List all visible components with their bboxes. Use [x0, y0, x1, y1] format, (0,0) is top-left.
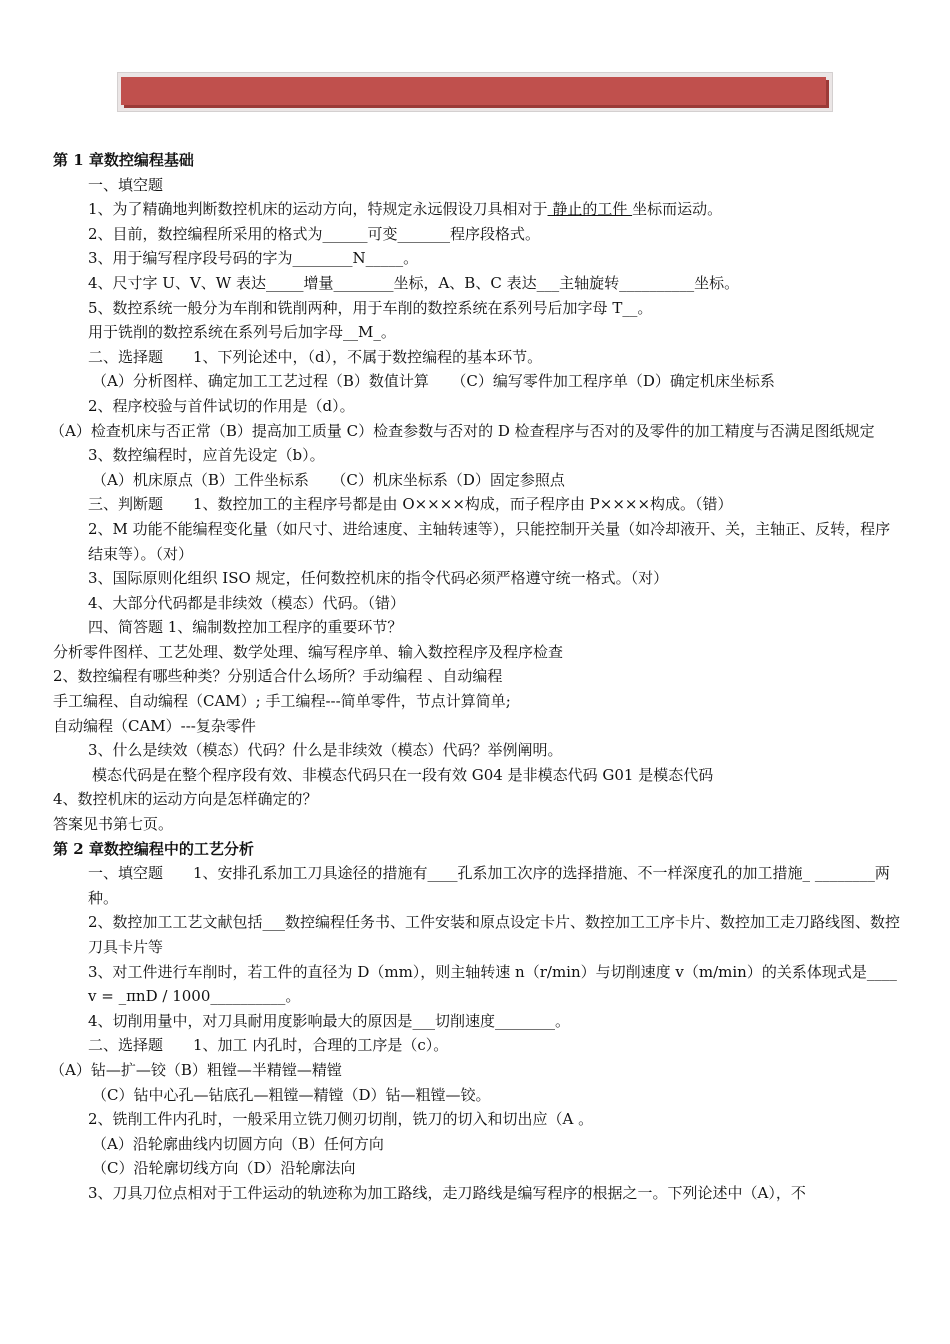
text-line: 2、程序校验与首件试切的作用是（d）。 — [88, 396, 355, 415]
text-line: 2、M 功能不能编程变化量（如尺寸、进给速度、主轴转速等），只能控制开关量（如冷却液开、关，主轴正、反转，程序结束等）。（对） — [88, 519, 891, 563]
text-line: 4、尺寸字 U、V、W 表达_____增量________坐标，A、B、C 表达___主轴旋转__________坐标。 — [88, 273, 740, 292]
header-banner-fill — [121, 77, 826, 105]
text-line: （C）沿轮廓切线方向（D）沿轮廓法向 — [92, 1159, 356, 1178]
document-body — [50, 148, 905, 1206]
text-line: 3、对工件进行车削时，若工件的直径为 D（mm），则主轴转速 n（r/min）与切削速度 v（m/min）的关系体现式是____ v = _πnD / 1000__________。 — [88, 962, 897, 1006]
text-line: 3、数控编程时，应首先设定（b）。 — [88, 446, 325, 465]
text-line: 4、切削用量中，对刀具耐用度影响最大的原因是___切削速度________。 — [88, 1011, 571, 1030]
answer-underlined: 静止的工件 — [547, 200, 633, 219]
text-line: （A）分析图样、确定加工工艺过程（B）数值计算 （C）编写零件加工程序单（D）确定机床坐标系 — [92, 372, 775, 391]
text-line: 答案见书第七页。 — [53, 815, 174, 834]
text-span: 1、为了精确地判断数控机床的运动方向，特规定永远假设刀具相对于 — [88, 200, 548, 219]
text-line: 二、选择题 1、下列论述中，（d），不属于数控编程的基本环节。 — [88, 347, 543, 366]
text-line: 一、填空题 1、安排孔系加工刀具途径的措施有____孔系加工次序的选择措施、不一样深度孔的加工措施_ ________两种。 — [88, 864, 890, 907]
text-line: （A）机床原点（B）工件坐标系 （C）机床坐标系（D）固定参照点 — [92, 470, 565, 489]
header-banner — [117, 72, 833, 112]
text-line: 3、用于编写程序段号码的字为________N_____。 — [88, 249, 419, 268]
chapter-heading: 第 1 章数控编程基础 — [53, 151, 194, 169]
text-line: 2、目前，数控编程所采用的格式为______可变_______程序段格式。 — [88, 224, 541, 243]
text-line: （A）沿轮廓曲线内切圆方向（B）任何方向 — [92, 1134, 384, 1153]
text-line: 分析零件图样、工艺处理、数学处理、编写程序单、输入数控程序及程序检查 — [53, 642, 564, 661]
text-line: 3、什么是续效（模态）代码？什么是非续效（模态）代码？举例阐明。 — [88, 741, 563, 760]
text-line: 自动编程（CAM）---复杂零件 — [53, 716, 256, 735]
text-line: 手工编程、自动编程（CAM）; 手工编程---简单零件，节点计算简单; — [53, 692, 511, 711]
chapter-heading: 第 2 章数控编程中的工艺分析 — [53, 839, 254, 858]
text-line: （A）检查机床与否正常（B）提高加工质量 C）检查参数与否对的 D 检查程序与否对的及零件的加工精度与否满足图纸规定 — [50, 421, 875, 440]
text-line: 模态代码是在整个程序段有效、非模态代码只在一段有效 G04 是非模态代码 G01 是模态代码 — [92, 765, 714, 784]
text-line: 5、数控系统一般分为车削和铣削两种，用于车削的数控系统在系列号后加字母 T__。 — [88, 298, 653, 317]
text-line: 4、大部分代码都是非续效（模态）代码。（错） — [88, 593, 406, 612]
text-line: 三、判断题 1、数控加工的主程序号都是由 O××××构成，而子程序由 P××××构成。（错） — [88, 495, 733, 514]
text-line: 2、数控编程有哪些种类？分别适合什么场所？手动编程 、自动编程 — [53, 667, 503, 686]
text-line: 用于铣削的数控系统在系列号后加字母__M_。 — [88, 323, 396, 342]
text-line: 3、刀具刀位点相对于工件运动的轨迹称为加工路线，走刀路线是编写程序的根据之一。下列论述中（A），不 — [88, 1183, 806, 1202]
text-line: 二、选择题 1、加工 内孔时，合理的工序是（c）。 — [88, 1036, 449, 1055]
text-line: 四、简答题 1、编制数控加工程序的重要环节？ — [88, 618, 403, 637]
text-line: 2、数控加工工艺文献包括___数控编程任务书、工件安装和原点设定卡片、数控加工工序卡片、数控加工走刀路线图、数控刀具卡片等 — [88, 913, 901, 956]
text-line: 2、铣削工件内孔时，一般采用立铣刀侧刃切削，铣刀的切入和切出应（A 。 — [88, 1110, 594, 1129]
text-line: （A）钻—扩—铰（B）粗镗—半精镗—精镗 — [50, 1060, 342, 1079]
text-line: 一、填空题 — [88, 175, 164, 194]
text-line: 4、数控机床的运动方向是怎样确定的？ — [53, 790, 318, 809]
text-line: 3、国际原则化组织 ISO 规定，任何数控机床的指令代码必须严格遵守统一格式。（对） — [88, 569, 669, 588]
text-line — [53, 197, 905, 222]
text-span: 坐标而运动。 — [632, 200, 723, 219]
text-line: （C）钻中心孔—钻底孔—粗镗—精镗（D）钻—粗镗—铰。 — [92, 1085, 491, 1104]
